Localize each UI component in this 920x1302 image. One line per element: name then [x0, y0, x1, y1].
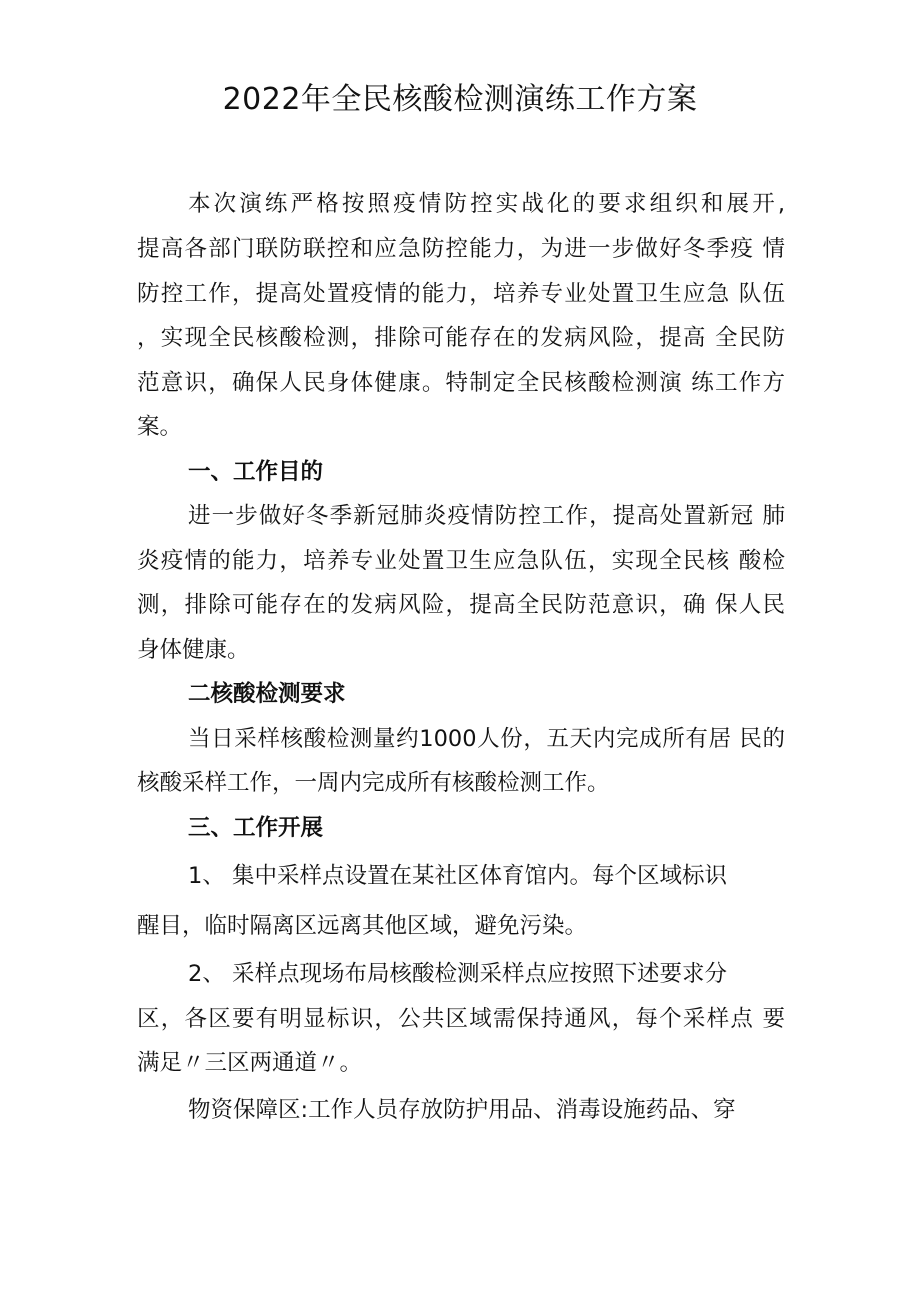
section-3-item-1-line-1: 1、 集中采样点设置在某社区体育馆内。每个区域标识: [188, 863, 727, 889]
section-3-item-2-line-1: 2、 采样点现场布局核酸检测采样点应按照下述要求分: [188, 961, 727, 987]
section-3-item-1-line-2: 醒目，临时隔离区远离其他区域，避免污染。: [137, 913, 588, 939]
section-3-heading: 三、工作开展: [188, 815, 324, 841]
section-1-line-4: 身体健康。: [137, 637, 250, 663]
section-1-heading: 一、工作目的: [188, 459, 324, 485]
intro-line-3: 防控工作，提高处置疫情的能力，培养专业处置卫生应急 队伍: [137, 281, 785, 307]
section-1-line-1: 进一步做好冬季新冠肺炎疫情防控工作，提高处置新冠 肺: [188, 503, 785, 529]
intro-line-6: 案。: [137, 414, 183, 440]
section-2-heading: 二核酸检测要求: [188, 681, 346, 707]
document-title: 2022年全民核酸检测演练工作方案: [222, 82, 698, 117]
section-3-item-3-line-1: 物资保障区:工作人员存放防护用品、消毒设施药品、穿: [188, 1097, 736, 1123]
section-3-item-2-line-3: 满足〃三区两通道〃。: [137, 1050, 363, 1076]
intro-line-4: ，实现全民核酸检测，排除可能存在的发病风险，提高 全民防: [137, 325, 785, 351]
section-1-line-3: 测，排除可能存在的发病风险，提高全民防范意识，确 保人民: [137, 592, 785, 618]
intro-line-2: 提高各部门联防联控和应急防控能力，为进一步做好冬季疫 情: [137, 236, 785, 262]
section-3-item-2-line-2: 区，各区要有明显标识，公共区域需保持通风，每个采样点 要: [137, 1006, 785, 1032]
section-2-line-2: 核酸采样工作，一周内完成所有核酸检测工作。: [137, 770, 610, 796]
intro-line-1: 本次演练严格按照疫情防控实战化的要求组织和展开,: [188, 191, 785, 217]
section-1-line-2: 炎疫情的能力，培养专业处置卫生应急队伍，实现全民核 酸检: [137, 548, 785, 574]
intro-line-5: 范意识，确保人民身体健康。特制定全民核酸检测演 练工作方: [137, 370, 785, 396]
section-2-line-1: 当日采样核酸检测量约1000人份，五天内完成所有居 民的: [188, 726, 785, 752]
